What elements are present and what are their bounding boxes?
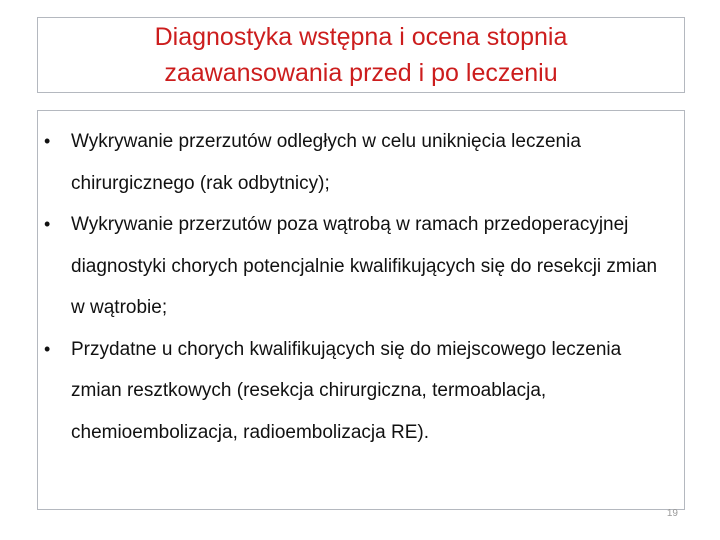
bullet-item [38,121,684,204]
bullet-text: Przydatne u chorych kwalifikujących się do miejscowego leczenia zmian resztkowych (resekcja chirurgiczna, termoablacja, chemioembolizacja, radioembolizacja RE). [71,338,622,443]
title-line-2: zaawansowania przed i po leczeniu [164,59,558,87]
slide-title [155,19,568,91]
bullet-text: Wykrywanie przerzutów poza wątrobą w ramach przedoperacyjnej diagnostyki chorych potencjalnie kwalifikujących się do resekcji zmian w wątrobie; [71,214,658,318]
bullet-item [38,204,684,329]
bullet-icon: • [44,338,51,359]
bullet-icon: • [44,131,51,151]
bullet-icon: • [44,214,51,234]
bullet-text: Wykrywanie przerzutów odległych w celu uniknięcia leczenia chirurgicznego (rak odbytnicy); [71,131,581,194]
title-line-1: Diagnostyka wstępna i ocena stopnia [154,23,568,51]
title-box [37,17,685,93]
bullet-list [38,111,684,453]
page-number: 19 [666,508,678,519]
bullet-item [38,329,684,454]
content-box [37,110,685,510]
